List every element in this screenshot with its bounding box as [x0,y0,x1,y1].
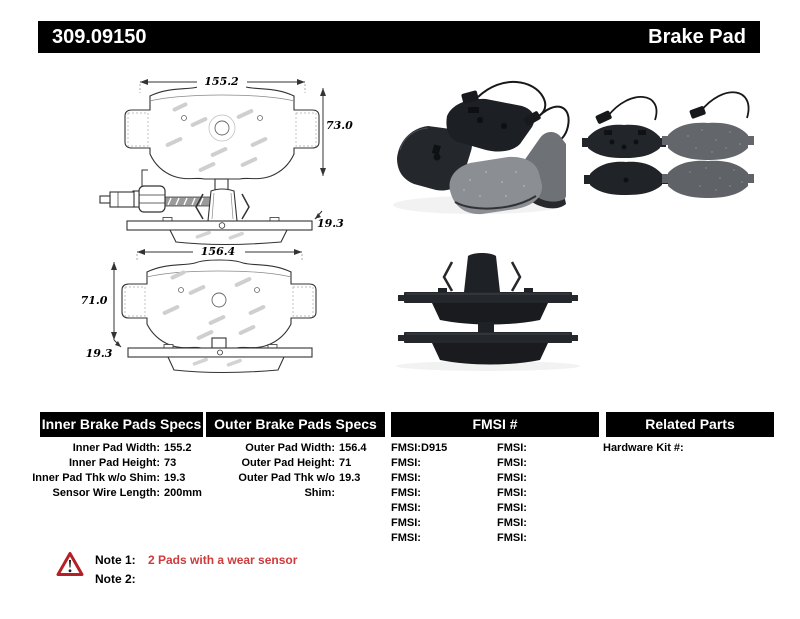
fmsi-header: FMSI # [391,412,599,437]
fmsi-label: FMSI: [497,457,527,469]
table-row [391,456,527,471]
outer-specs-table [205,441,367,499]
fmsi-table [391,441,527,546]
inner-thickness-dimension: 19.3 [317,218,351,230]
fmsi-label: FMSI: [391,442,421,454]
table-row [205,471,367,499]
spec-value: 19.3 [339,472,361,484]
note-1-text: 2 Pads with a wear sensor [148,553,298,567]
fmsi-value [421,456,497,471]
note-1-label: Note 1: [95,553,136,567]
fmsi-label: FMSI: [497,487,527,499]
table-row [205,441,367,456]
part-number: 309.09150 [52,25,147,48]
table-row [30,456,202,471]
inner-height-dimension: 73.0 [326,120,360,132]
outer-pad-drawing [111,249,316,373]
spec-label: Inner Pad Height: [68,457,160,469]
spec-value: 19.3 [164,472,186,484]
fmsi-value [421,486,497,501]
table-row [391,471,527,486]
inner-width-dimension: 155.2 [197,76,246,88]
fmsi-value [421,531,497,546]
warning-icon [56,551,84,583]
note-1 [95,553,297,568]
related-parts-table [603,441,688,456]
fmsi-value [421,501,497,516]
inner-specs-header: Inner Brake Pads Specs [40,412,203,437]
photo-pad-set-flat [582,92,754,198]
fmsi-label: FMSI: [497,532,527,544]
outer-width-dimension: 156.4 [193,246,243,258]
spec-value: 200mm [164,487,202,499]
spec-value: 71 [339,457,352,469]
table-row [205,456,367,471]
table-row [391,486,527,501]
note-2 [95,572,148,587]
spec-label: Inner Pad Thk w/o Shim: [32,472,160,484]
table-row [391,531,527,546]
table-row [391,516,527,531]
table-row [30,486,202,501]
fmsi-value [421,516,497,531]
spec-value: 155.2 [164,442,192,454]
table-row [391,501,527,516]
product-type: Brake Pad [648,25,746,48]
fmsi-value: D915 [421,442,448,454]
outer-height-dimension: 71.0 [78,295,110,307]
fmsi-label: FMSI: [391,472,421,484]
spec-label: Inner Pad Width: [72,442,160,454]
inner-pad-drawing [100,79,326,245]
fmsi-label: FMSI: [497,517,527,529]
outer-thickness-dimension: 19.3 [82,348,116,360]
fmsi-label: FMSI: [391,517,421,529]
fmsi-label: FMSI: [391,457,421,469]
fmsi-value [421,471,497,486]
photo-pad-set-angled [393,82,569,214]
note-2-label: Note 2: [95,572,136,586]
inner-specs-table [30,441,202,501]
spec-label: Outer Pad Width: [245,442,335,454]
fmsi-label: FMSI: [391,502,421,514]
table-row [391,441,527,456]
spec-label: Outer Pad Thk w/o Shim: [238,472,335,499]
fmsi-label: FMSI: [497,442,527,454]
outer-specs-header: Outer Brake Pads Specs [206,412,385,437]
fmsi-label: FMSI: [497,472,527,484]
hardware-kit-label: Hardware Kit #: [603,442,684,454]
related-parts-header: Related Parts [606,412,774,437]
table-row [30,441,202,456]
table-row [30,471,202,486]
spec-value: 73 [164,457,177,469]
spec-label: Outer Pad Height: [241,457,335,469]
fmsi-label: FMSI: [391,487,421,499]
fmsi-label: FMSI: [391,532,421,544]
fmsi-label: FMSI: [497,502,527,514]
photo-pad-edge-view [396,253,580,371]
spec-label: Sensor Wire Length: [52,487,160,499]
spec-value: 156.4 [339,442,367,454]
